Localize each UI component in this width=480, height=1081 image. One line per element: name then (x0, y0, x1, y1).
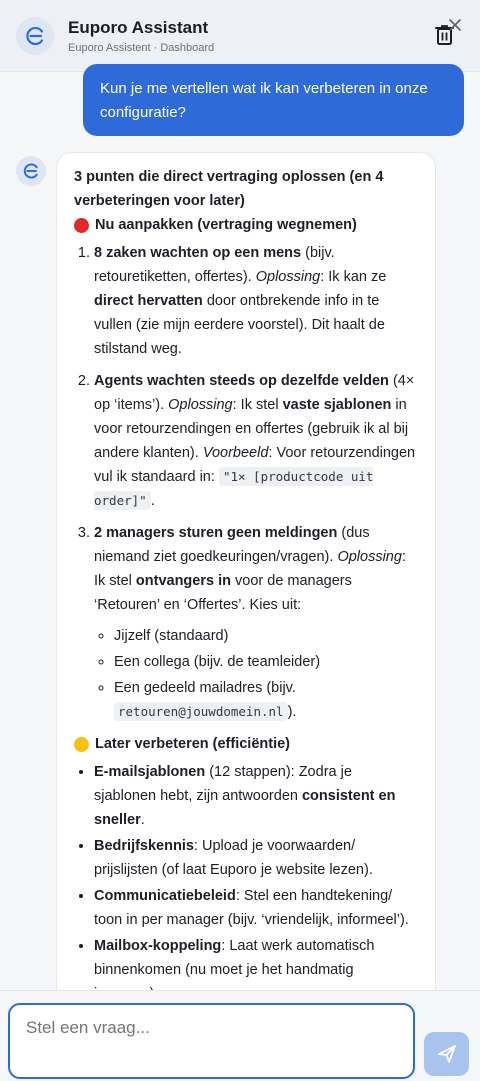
item-title: Bedrijfskennis (94, 838, 194, 854)
euporo-logo-icon (16, 17, 54, 55)
step-text: (dus niemand ziet goedkeuringen/vragen). (94, 525, 370, 565)
step-text: door ontbrekende info in te vullen (zie mijn eerdere voorstel). Dit haalt de stilstand weg. (94, 293, 385, 357)
section-now (74, 213, 417, 237)
list-item: ◦ Een collega (bijv. de teamleider) (114, 650, 417, 674)
step-text: voor de managers ‘Retouren’ en ‘Offertes’. Kies uit: (94, 573, 352, 613)
item-text: : Stel een handtekening/ toon in per manager (bijv. ‘vriendelijk, informeel’). (94, 888, 409, 928)
item-text: : Laat werk automatisch binnenkomen (nu moet je het handmatig (94, 938, 375, 978)
step-bold: ontvangers in (135, 573, 231, 589)
item-title: E-mailsjablonen (94, 764, 206, 780)
list-item (114, 676, 417, 724)
list-item (94, 369, 417, 513)
step-text: (bijv. retouretiketten, offertes). (94, 245, 335, 285)
chat-header (0, 0, 480, 72)
item-title: Communicatiebeleid (94, 888, 236, 904)
step-text: . (150, 493, 155, 509)
step-title: 2 managers sturen geen meldingen (94, 525, 338, 541)
item-title: Mailbox-koppeling (94, 938, 222, 954)
option-text: ). (287, 704, 297, 720)
send-button[interactable] (424, 1032, 469, 1076)
step-text: : Voor retourzendingen vul ik standaard in: (94, 445, 416, 485)
list-item (94, 521, 417, 724)
assistant-message (56, 152, 436, 1002)
send-icon (437, 1044, 457, 1064)
step-italic: Oplossing (337, 549, 402, 565)
assistant-heading: 3 punten die direct vertraging oplossen (en 4 verbeteringen voor later) (74, 169, 384, 209)
step-italic: Oplossing (168, 397, 233, 413)
assistant-avatar-icon (16, 156, 46, 186)
action-steps (74, 241, 417, 724)
list-item (94, 760, 417, 832)
inline-code: "1× [productcode uit order]" (94, 469, 374, 508)
section-later (74, 732, 417, 756)
step-italic: Oplossing (255, 269, 321, 285)
later-improvements (74, 760, 417, 1006)
section-later-label: Later verbeteren (efficiëntie) (95, 736, 291, 752)
recipient-options (94, 624, 417, 724)
step-bold: vaste sjablonen (282, 397, 392, 413)
composer (0, 990, 480, 1081)
list-item (94, 834, 417, 882)
step-text: : Ik kan ze (320, 269, 387, 285)
step-text: : Ik stel (94, 549, 406, 589)
step-bold: direct hervatten (94, 293, 203, 309)
step-title: Agents wachten steeds op dezelfde velden (94, 373, 389, 389)
yellow-circle-icon (74, 737, 89, 752)
item-text: : Upload je voorwaarden/ prijslijsten (of laat Euporo je website lezen). (94, 838, 373, 878)
list-item: ◦ Jijzelf (standaard) (114, 624, 417, 648)
step-title: 8 zaken wachten op een mens (94, 245, 302, 261)
breadcrumb: Euporo Assistent · Dashboard (68, 42, 215, 54)
step-text: in voor retourzendingen en offertes (gebruik ik al bij andere klanten). (94, 397, 409, 461)
message-input[interactable] (8, 1003, 415, 1079)
inline-code: retouren@jouwdomein.nl (114, 702, 288, 721)
app-title: Euporo Assistant (68, 18, 209, 37)
close-icon[interactable] (448, 18, 462, 32)
item-text: . (140, 812, 145, 828)
item-bold: consistent en sneller (94, 788, 396, 828)
step-italic: Voorbeeld (202, 445, 269, 461)
list-item (94, 241, 417, 361)
section-now-label: Nu aanpakken (vertraging wegnemen) (95, 217, 357, 233)
list-item (94, 884, 417, 932)
item-text: (12 stappen): Zodra je sjablonen hebt, zijn antwoorden (94, 764, 352, 804)
user-message: Kun je me vertellen wat ik kan verbeteren in onze configuratie? (83, 64, 464, 136)
step-text: : Ik stel (232, 397, 283, 413)
option-text: Een gedeeld mailadres (bijv. (114, 680, 296, 696)
step-text: (4× op ‘items’). (94, 373, 415, 413)
red-circle-icon (74, 218, 89, 233)
